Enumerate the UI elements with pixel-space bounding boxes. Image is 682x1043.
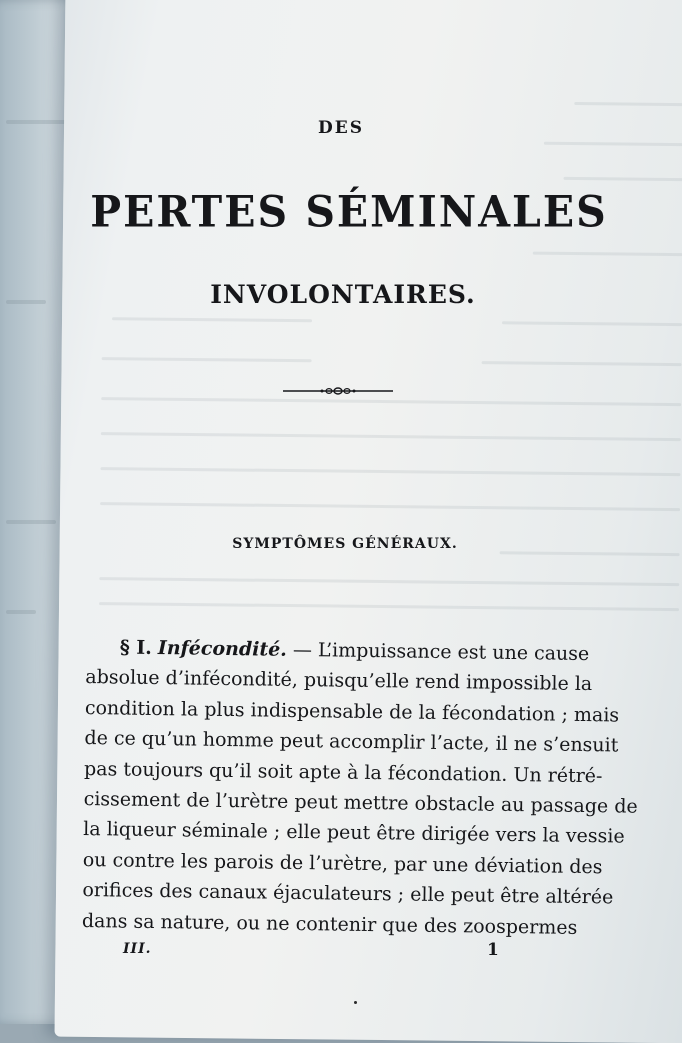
paper-speck xyxy=(354,1001,357,1004)
paragraph-title: Infécondité. xyxy=(157,637,288,661)
text-line: ou contre les parois de l’urètre, par une déviation des xyxy=(82,848,603,879)
book-title: PERTES SÉMINALES xyxy=(90,186,608,238)
paragraph-dash: — xyxy=(292,638,313,662)
text-line: de ce qu’un homme peut accomplir l’acte, il ne s’ensuit xyxy=(84,727,619,757)
text-line: la liqueur séminale ; elle peut être dirigée vers la vessie xyxy=(83,818,625,848)
text-line: pas toujours qu’il soit apte à la fécondation. Un rétré- xyxy=(83,757,603,787)
page-number: 1 xyxy=(487,940,499,960)
signature-mark: III. xyxy=(123,941,152,957)
paragraph-body xyxy=(81,632,638,943)
text-line: absolue d’infécondité, puisqu’elle rend impossible la xyxy=(85,666,593,696)
section-heading: SYMPTÔMES GÉNÉRAUX. xyxy=(232,536,458,552)
title-article: DES xyxy=(318,118,364,138)
text-line: cissement de l’urètre peut mettre obstacle au passage de xyxy=(83,788,638,818)
text-line: condition la plus indispensable de la fécondation ; mais xyxy=(84,696,620,727)
ornament-rule-icon xyxy=(283,385,393,397)
paragraph-number: § I. xyxy=(119,636,153,659)
text-line: L’impuissance est une cause xyxy=(317,639,590,666)
text-line: dans sa nature, ou ne contenir que des zoospermes xyxy=(81,909,578,939)
book-subtitle: INVOLONTAIRES. xyxy=(210,280,476,309)
text-line: orifices des canaux éjaculateurs ; elle peut être altérée xyxy=(82,879,614,909)
